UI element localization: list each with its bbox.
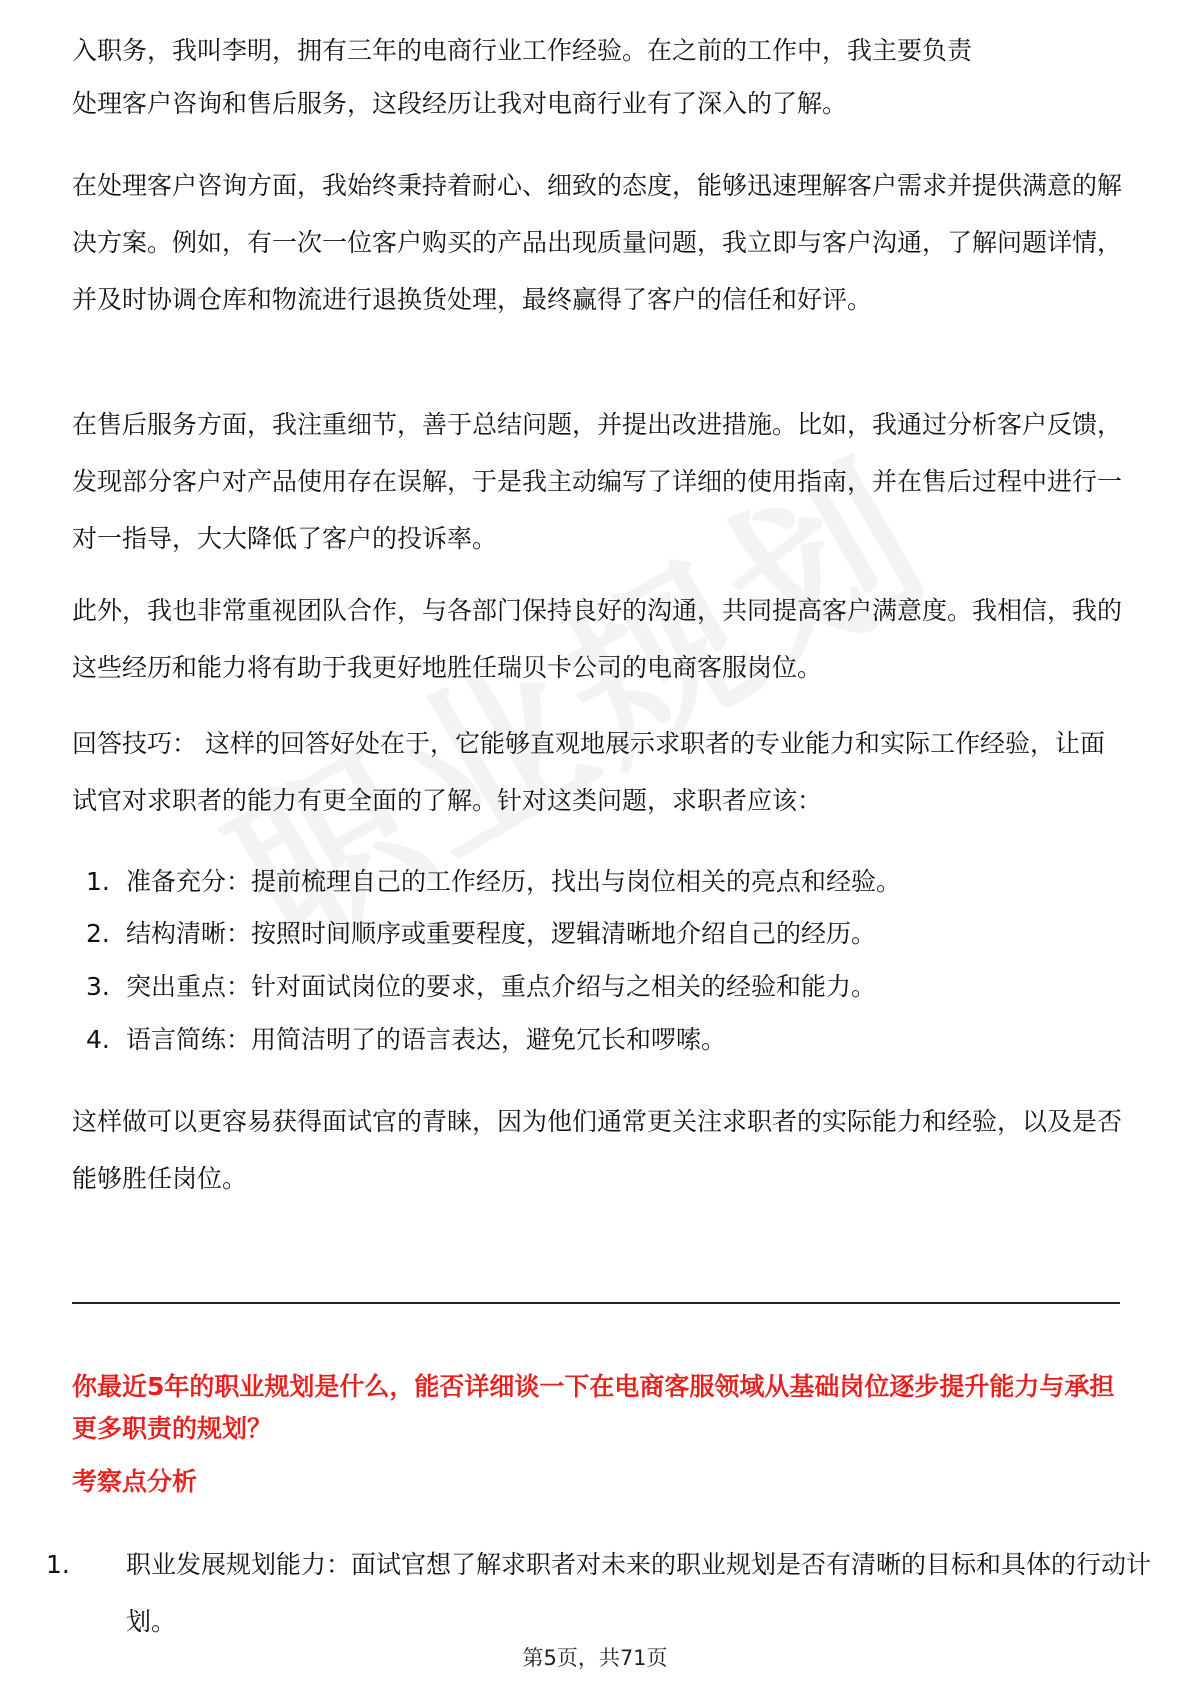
page-footer: 第5页，共71页 <box>522 1646 668 1670</box>
list-number: 2. <box>86 919 110 948</box>
list-number: 1. <box>86 867 110 896</box>
list-text: 准备充分：提前梳理自己的工作经历，找出与岗位相关的亮点和经验。 <box>126 867 902 896</box>
paragraph-answer-tips: 回答技巧： 这样的回答好处在于，它能够直观地展示求职者的专业能力和实际工作经验，让面试官对求职者的能力有更全面的了解。针对这类问题，求职者应该： <box>72 729 1105 815</box>
list-text: 语言简练：用简洁明了的语言表达，避免冗长和啰嗦。 <box>126 1025 727 1054</box>
interview-question: 你最近5年的职业规划是什么，能否详细谈一下在电商客服领域从基础岗位逐步提升能力与承担更多职责的规划？ <box>72 1372 1115 1443</box>
paragraph-intro-line2: 处理客户咨询和售后服务，这段经历让我对电商行业有了深入的了解。 <box>72 89 848 118</box>
section-divider <box>72 1302 1120 1304</box>
list-number: 1. <box>46 1550 70 1579</box>
list-number: 4. <box>86 1025 110 1054</box>
list-item <box>86 853 1126 910</box>
list-item <box>86 1011 1126 1068</box>
paragraph-after-sales: 在售后服务方面，我注重细节，善于总结问题，并提出改进措施。比如，我通过分析客户反馈，发现部分客户对产品使用存在误解，于是我主动编写了详细的使用指南，并在售后过程中进行一对一指导，大大降低了客户的投诉率。 <box>72 410 1123 553</box>
list-item <box>86 958 1126 1015</box>
paragraph-teamwork: 此外，我也非常重视团队合作，与各部门保持良好的沟通，共同提高客户满意度。我相信，我的这些经历和能力将有助于我更好地胜任瑞贝卡公司的电商客服岗位。 <box>72 596 1123 682</box>
list-number: 3. <box>86 972 110 1001</box>
list-text: 职业发展规划能力：面试官想了解求职者对未来的职业规划是否有清晰的目标和具体的行动计划。 <box>126 1550 1152 1636</box>
list-text: 突出重点：针对面试岗位的要求，重点介绍与之相关的经验和能力。 <box>126 972 877 1001</box>
paragraph-consultation: 在处理客户咨询方面，我始终秉持着耐心、细致的态度，能够迅速理解客户需求并提供满意的解决方案。例如，有一次一位客户购买的产品出现质量问题，我立即与客户沟通，了解问题详情，并及时协调仓库和物流进行退换货处理，最终赢得了客户的信任和好评。 <box>72 171 1123 314</box>
paragraph-intro-line1: 入职务，我叫李明，拥有三年的电商行业工作经验。在之前的工作中，我主要负责 <box>72 36 973 65</box>
section-title: 考察点分析 <box>72 1467 198 1496</box>
list-item <box>46 1536 1166 1650</box>
paragraph-conclusion: 这样做可以更容易获得面试官的青睐，因为他们通常更关注求职者的实际能力和经验，以及是否能够胜任岗位。 <box>72 1107 1123 1193</box>
list-text: 结构清晰：按照时间顺序或重要程度，逻辑清晰地介绍自己的经历。 <box>126 919 877 948</box>
list-item <box>86 905 1126 962</box>
